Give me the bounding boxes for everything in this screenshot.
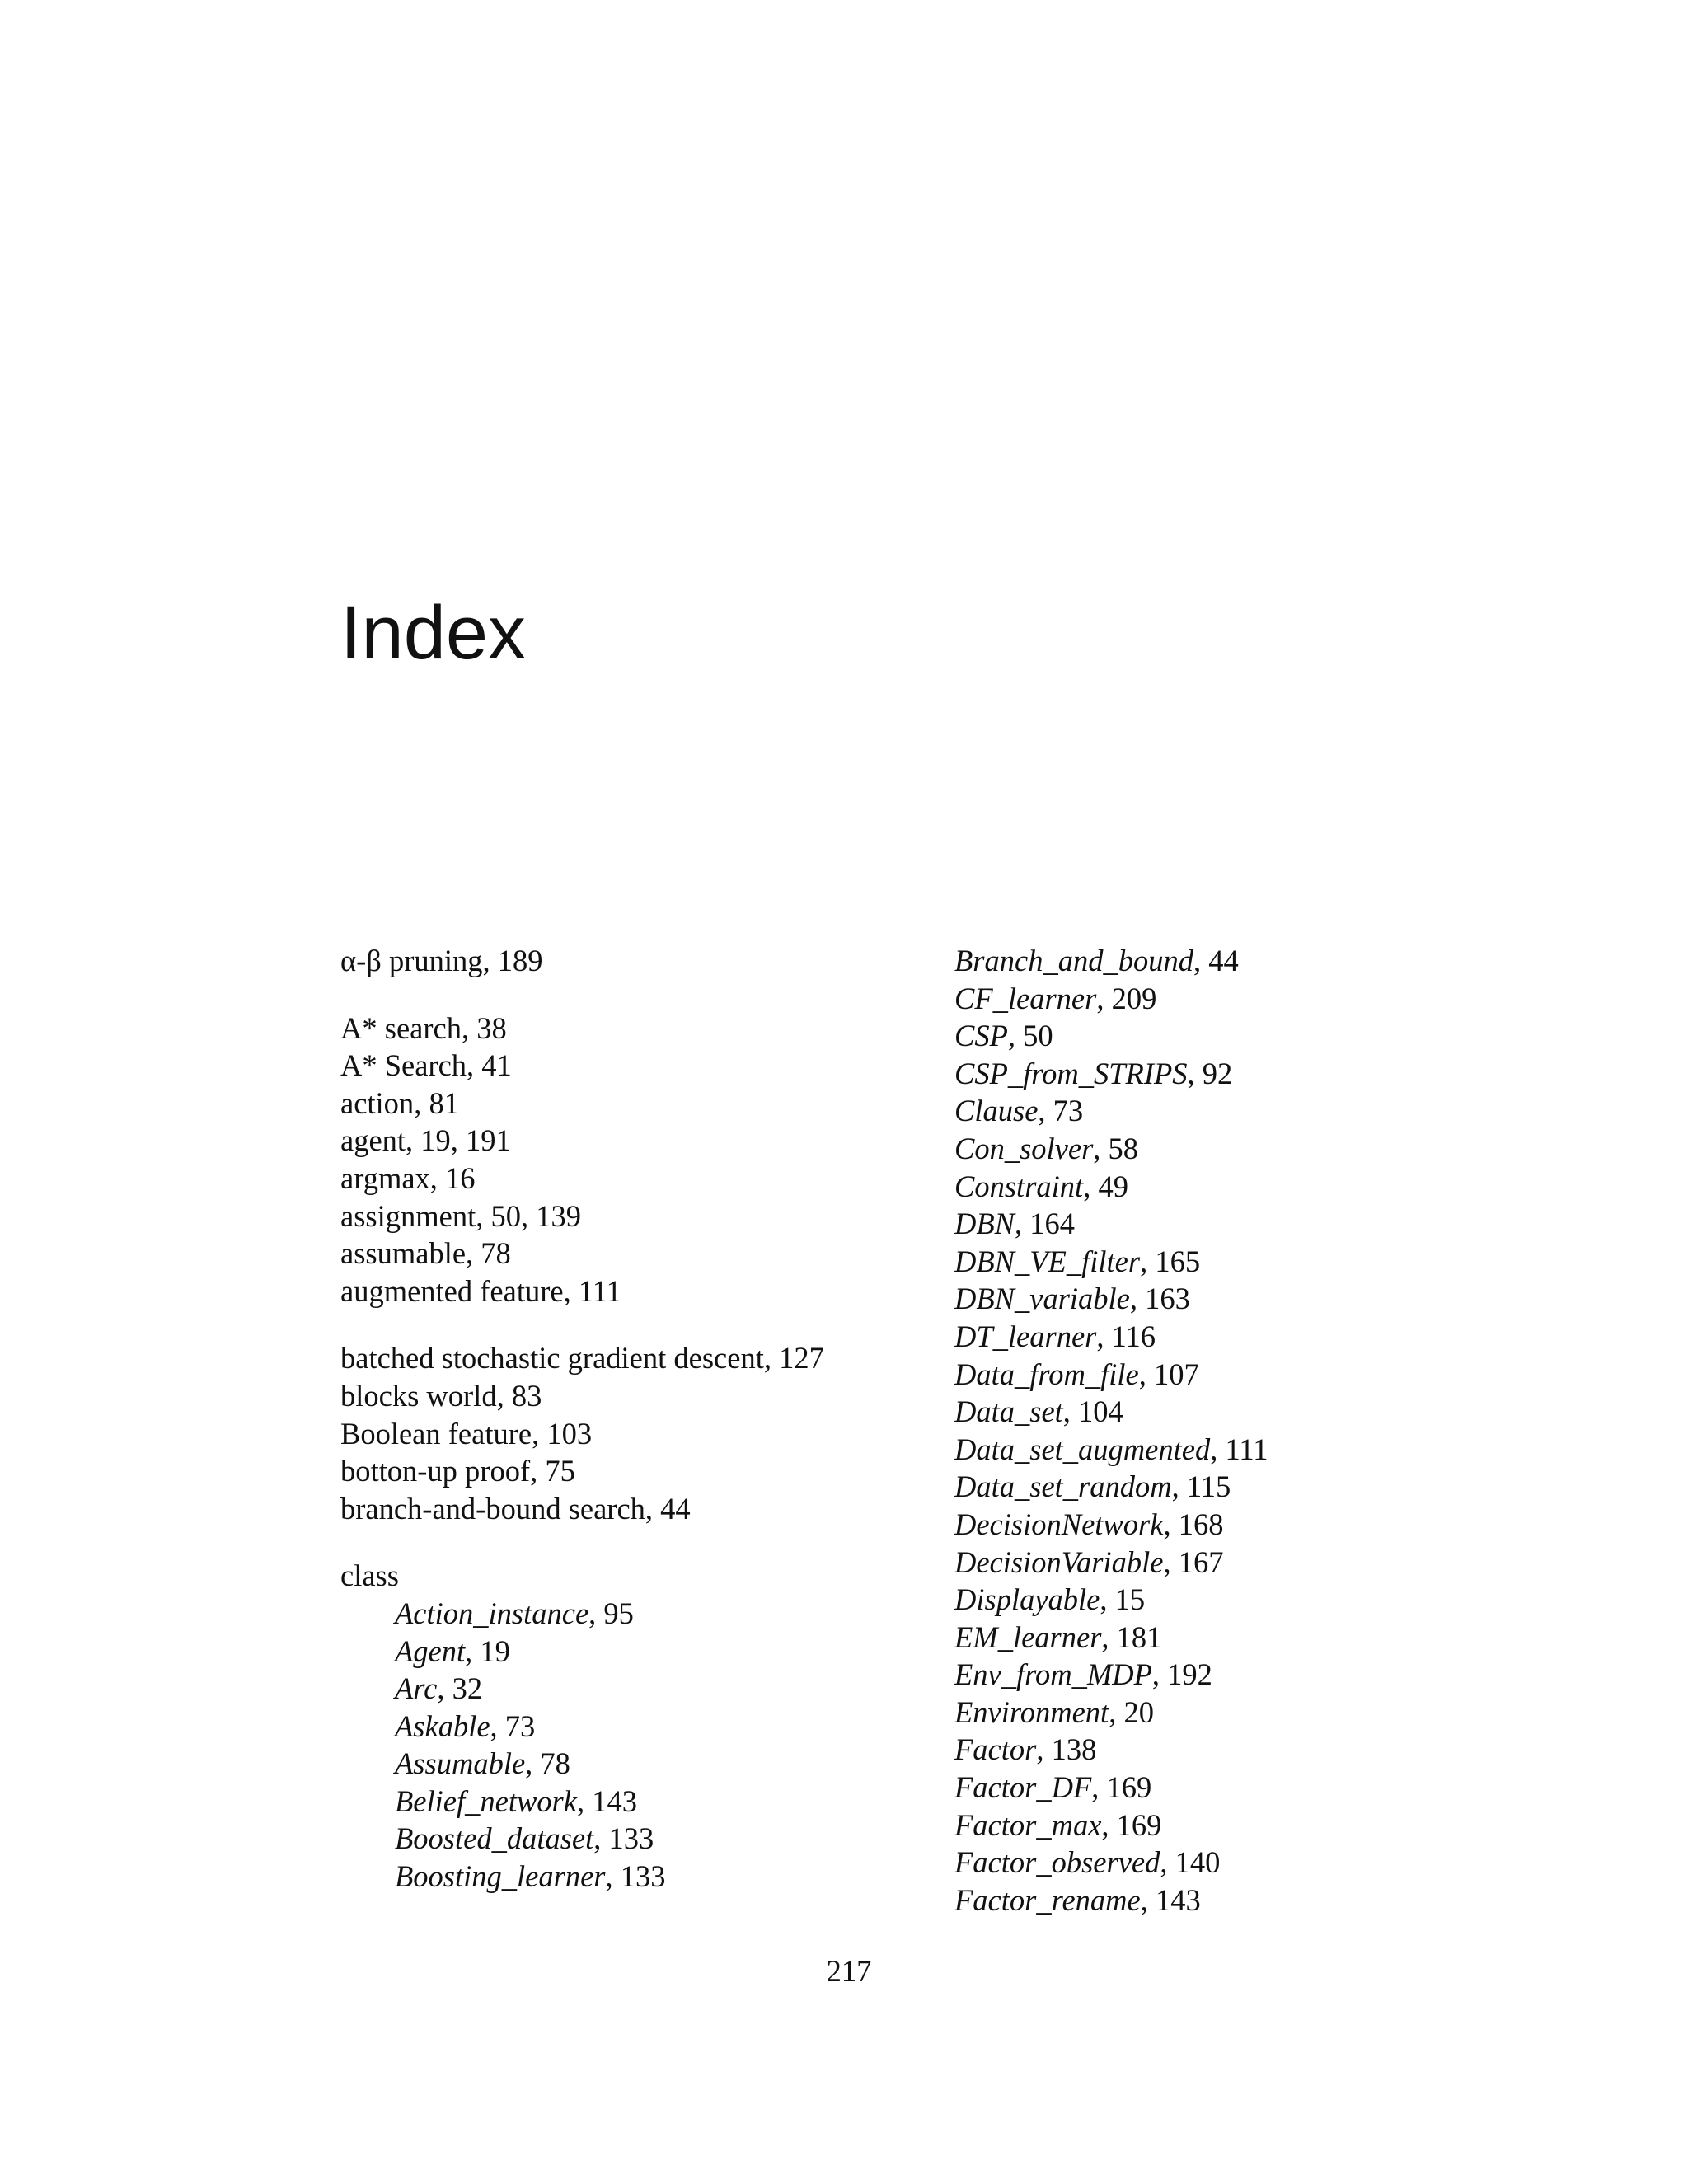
- entry-pages: , 169: [1091, 1770, 1152, 1805]
- entry-term: Arc: [395, 1671, 438, 1706]
- entry-term: Data_set: [954, 1394, 1063, 1429]
- index-subentry: [340, 1783, 851, 1821]
- entry-pages: , 115: [1171, 1469, 1231, 1504]
- entry-pages: , 95: [588, 1596, 634, 1630]
- index-entry: [340, 1047, 851, 1085]
- index-subentry: [340, 1633, 851, 1671]
- index-entry: [340, 1377, 851, 1415]
- index-subentry: [954, 1280, 1465, 1318]
- entry-term: A* Search: [340, 1048, 467, 1083]
- index-subentry: [954, 1844, 1465, 1882]
- entry-pages: , 49: [1083, 1169, 1128, 1203]
- entry-pages: , 189: [482, 944, 543, 977]
- index-subentry: [954, 1468, 1465, 1506]
- index-entry: [340, 1415, 851, 1453]
- entry-term: Assumable: [395, 1746, 526, 1781]
- index-subentry: [954, 1807, 1465, 1844]
- entry-term: Data_set_random: [954, 1469, 1172, 1504]
- entry-term: agent: [340, 1123, 406, 1158]
- index-subentry: [340, 1820, 851, 1858]
- entry-term: Boosting_learner: [395, 1859, 606, 1894]
- index-subentry: [954, 1356, 1465, 1394]
- entry-pages: , 78: [525, 1746, 570, 1781]
- entry-term: DBN_VE_filter: [954, 1244, 1141, 1278]
- index-entry: [340, 1339, 851, 1377]
- index-subentry: [954, 1243, 1465, 1281]
- entry-term: Con_solver: [954, 1131, 1094, 1165]
- index-entry: [340, 1085, 851, 1122]
- index-entry: [340, 942, 851, 980]
- entry-term: assumable: [340, 1236, 467, 1271]
- index-subentry: [954, 1769, 1465, 1807]
- entry-term: blocks world: [340, 1378, 497, 1413]
- entry-term: argmax: [340, 1160, 430, 1195]
- entry-pages: , 133: [605, 1859, 666, 1894]
- index-entry: [340, 1490, 851, 1528]
- entry-term: Askable: [395, 1708, 490, 1743]
- entry-term: action: [340, 1085, 415, 1120]
- entry-pages: , 111: [563, 1273, 621, 1308]
- index-entry: [340, 1122, 851, 1160]
- page-number: 217: [826, 1954, 872, 1988]
- entry-term: Data_from_file: [954, 1357, 1139, 1391]
- entry-term: DBN_variable: [954, 1282, 1130, 1316]
- entry-pages: , 143: [1140, 1882, 1201, 1917]
- entry-term: Boosted_dataset: [395, 1821, 594, 1856]
- index-subentry: [340, 1858, 851, 1896]
- entry-pages: , 38: [461, 1010, 507, 1045]
- entry-pages: , 32: [437, 1671, 483, 1706]
- entry-pages: , 20: [1109, 1694, 1154, 1729]
- entry-pages: , 140: [1160, 1845, 1221, 1880]
- entry-term: EM_learner: [954, 1619, 1102, 1654]
- index-subentry: [954, 1130, 1465, 1168]
- index-subentry: [954, 1731, 1465, 1769]
- index-subentry: [340, 1595, 851, 1633]
- entry-pages: , 44: [645, 1491, 691, 1526]
- entry-term: Environment: [954, 1694, 1109, 1729]
- entry-term: branch-and-bound search: [340, 1491, 645, 1526]
- entry-pages: , 19: [465, 1633, 510, 1668]
- entry-pages: , 143: [576, 1783, 637, 1818]
- entry-term: Agent: [395, 1633, 466, 1668]
- entry-term: Factor_DF: [954, 1770, 1092, 1805]
- entry-pages: , 165: [1140, 1244, 1201, 1278]
- index-subentry: [954, 980, 1465, 1018]
- entry-term: augmented feature: [340, 1273, 564, 1308]
- entry-pages: , 50: [1007, 1019, 1053, 1053]
- entry-term: Env_from_MDP: [954, 1657, 1152, 1692]
- index-subentry: [954, 1506, 1465, 1544]
- entry-pages: , 192: [1151, 1657, 1212, 1692]
- entry-term: assignment: [340, 1198, 476, 1233]
- index-subentry: [954, 1393, 1465, 1431]
- index-entry: [340, 1010, 851, 1047]
- index-subentry: [954, 1694, 1465, 1732]
- page-title: Index: [340, 591, 527, 675]
- entry-term: Factor: [954, 1732, 1037, 1767]
- entry-term: Displayable: [954, 1582, 1100, 1617]
- entry-term: CSP_from_STRIPS: [954, 1056, 1188, 1090]
- entry-pages: , 169: [1101, 1807, 1162, 1842]
- index-subentry: [954, 1656, 1465, 1694]
- entry-pages: , 181: [1101, 1619, 1162, 1654]
- entry-pages: , 138: [1036, 1732, 1097, 1767]
- index-entry: [340, 1272, 851, 1310]
- entry-term: DT_learner: [954, 1319, 1097, 1353]
- entry-term: CSP: [954, 1019, 1008, 1053]
- entry-pages: , 78: [466, 1236, 511, 1271]
- entry-pages: , 16: [429, 1160, 476, 1195]
- entry-pages: , 163: [1129, 1282, 1190, 1316]
- entry-pages: , 111: [1210, 1432, 1268, 1466]
- index-subentry: [340, 1670, 851, 1708]
- entry-term: Data_set_augmented: [954, 1432, 1211, 1466]
- entry-term: Factor_max: [954, 1807, 1102, 1842]
- entry-pages: , 58: [1093, 1131, 1139, 1165]
- entry-pages: , 15: [1100, 1582, 1146, 1617]
- entry-term: Belief_network: [395, 1783, 577, 1818]
- entry-pages: , 81: [414, 1085, 459, 1120]
- index-subentry: [340, 1708, 851, 1746]
- entry-pages: , 44: [1193, 944, 1239, 977]
- entry-term: DecisionNetwork: [954, 1507, 1164, 1541]
- index-left-column: [340, 942, 851, 1896]
- entry-pages: , 168: [1163, 1507, 1224, 1541]
- entry-term: Factor_observed: [954, 1845, 1160, 1880]
- entry-term: CF_learner: [954, 981, 1097, 1015]
- index-subentry: [954, 1882, 1465, 1919]
- index-entry: [340, 1557, 851, 1595]
- entry-term: A* search: [340, 1010, 462, 1045]
- entry-pages: , 104: [1062, 1394, 1123, 1429]
- entry-pages: , 209: [1096, 981, 1157, 1015]
- entry-pages: , 41: [467, 1048, 512, 1083]
- index-entry: [340, 1452, 851, 1490]
- entry-pages: , 116: [1096, 1319, 1156, 1353]
- entry-pages: , 133: [593, 1821, 654, 1856]
- entry-pages: , 83: [496, 1378, 542, 1413]
- entry-pages: , 50, 139: [476, 1198, 581, 1233]
- entry-term: Clause: [954, 1094, 1039, 1128]
- index-subentry: [954, 1168, 1465, 1206]
- entry-pages: , 73: [1038, 1094, 1084, 1128]
- entry-pages: , 73: [490, 1708, 536, 1743]
- entry-pages: , 75: [530, 1454, 575, 1488]
- entry-term: α-β pruning: [340, 944, 483, 977]
- index-subentry: [954, 1581, 1465, 1619]
- index-subentry: [954, 1092, 1465, 1130]
- index-subentry: [954, 1205, 1465, 1243]
- index-subentry: [954, 1544, 1465, 1582]
- index-entry: [340, 1160, 851, 1197]
- entry-pages: , 19, 191: [406, 1123, 511, 1158]
- entry-term: class: [340, 1558, 399, 1593]
- index-subentry: [340, 1745, 851, 1783]
- index-subentry: [954, 1318, 1465, 1356]
- index-subentry: [954, 1619, 1465, 1657]
- index-subentry: [954, 942, 1465, 980]
- entry-term: DecisionVariable: [954, 1544, 1164, 1579]
- entry-term: botton-up proof: [340, 1454, 531, 1488]
- entry-term: Factor_rename: [954, 1882, 1141, 1917]
- entry-term: batched stochastic gradient descent: [340, 1341, 764, 1376]
- index-entry: [340, 1197, 851, 1235]
- index-subentry: [954, 1431, 1465, 1469]
- entry-term: Action_instance: [395, 1596, 589, 1630]
- entry-term: Constraint: [954, 1169, 1084, 1203]
- index-right-column: [954, 942, 1465, 1919]
- entry-pages: , 107: [1138, 1357, 1199, 1391]
- entry-pages: , 103: [532, 1416, 593, 1451]
- index-subentry: [954, 1055, 1465, 1093]
- entry-pages: , 164: [1015, 1207, 1075, 1241]
- entry-term: Branch_and_bound: [954, 944, 1193, 977]
- index-subentry: [954, 1017, 1465, 1055]
- entry-pages: , 127: [763, 1341, 824, 1376]
- entry-pages: , 92: [1187, 1056, 1233, 1090]
- entry-pages: , 167: [1163, 1544, 1224, 1579]
- index-entry: [340, 1235, 851, 1272]
- entry-term: DBN: [954, 1207, 1015, 1241]
- entry-term: Boolean feature: [340, 1416, 532, 1451]
